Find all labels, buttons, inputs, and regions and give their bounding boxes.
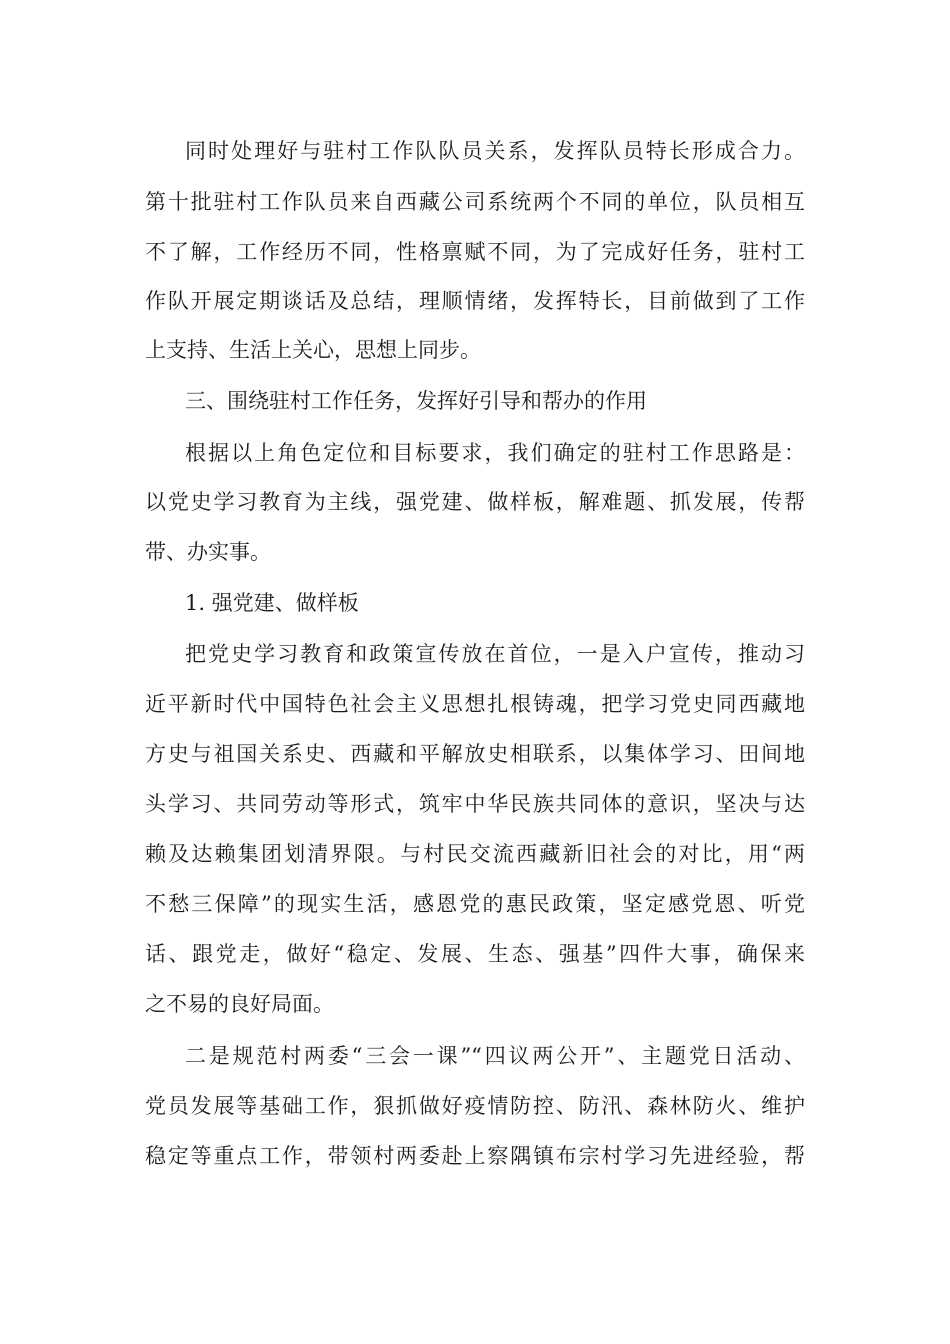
section-heading: 三、围绕驻村工作任务，发挥好引导和帮办的作用 [185, 389, 647, 413]
paragraph-line: 上支持、生活上关心，思想上同步。 [145, 338, 481, 362]
paragraph-line: 话、跟党走，做好“稳定、发展、生态、强基”四件大事，确保来 [145, 942, 805, 966]
paragraph-line: 近平新时代中国特色社会主义思想扎根铸魂，把学习党史同西藏地 [145, 692, 805, 716]
paragraph-line: 赖及达赖集团划清界限。与村民交流西藏新旧社会的对比，用“两 [145, 842, 805, 866]
paragraph-line: 二是规范村两委“三会一课”“四议两公开”、主题党日活动、 [185, 1044, 805, 1068]
paragraph-line: 作队开展定期谈话及总结，理顺情绪，发挥特长，目前做到了工作 [145, 289, 805, 313]
paragraph-line: 同时处理好与驻村工作队队员关系，发挥队员特长形成合力。 [185, 139, 805, 163]
paragraph-line: 党员发展等基础工作，狠抓做好疫情防控、防汛、森林防火、维护 [145, 1094, 805, 1118]
subsection-heading: 1. 强党建、做样板 [185, 591, 359, 615]
paragraph-line: 头学习、共同劳动等形式，筑牢中华民族共同体的意识，坚决与达 [145, 792, 805, 816]
paragraph-line: 带、办实事。 [145, 540, 271, 564]
paragraph-line: 之不易的良好局面。 [145, 992, 334, 1016]
paragraph-line: 稳定等重点工作，带领村两委赴上察隅镇布宗村学习先进经验，帮 [145, 1144, 805, 1168]
paragraph-line: 不愁三保障”的现实生活，感恩党的惠民政策，坚定感党恩、听党 [145, 892, 805, 916]
paragraph-line: 方史与祖国关系史、西藏和平解放史相联系，以集体学习、田间地 [145, 742, 805, 766]
paragraph-line: 把党史学习教育和政策宣传放在首位，一是入户宣传，推动习 [185, 642, 805, 666]
paragraph-line: 第十批驻村工作队员来自西藏公司系统两个不同的单位，队员相互 [145, 190, 805, 214]
paragraph-line: 以党史学习教育为主线，强党建、做样板，解难题、抓发展，传帮 [145, 490, 805, 514]
paragraph-line: 根据以上角色定位和目标要求，我们确定的驻村工作思路是： [185, 441, 805, 465]
paragraph-line: 不了解，工作经历不同，性格禀赋不同，为了完成好任务，驻村工 [145, 240, 805, 264]
